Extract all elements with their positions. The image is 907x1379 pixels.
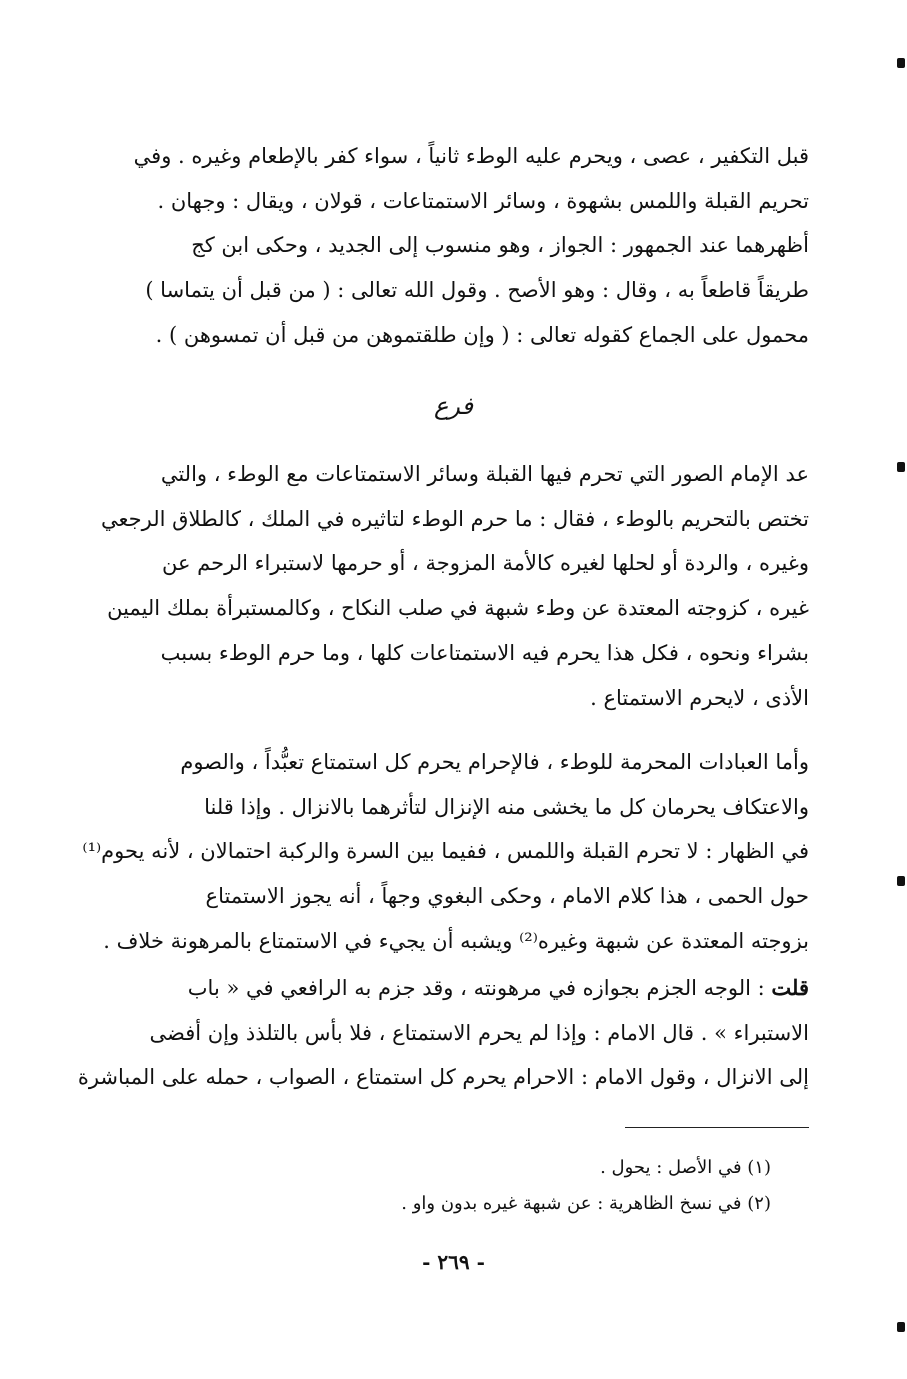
text-line: تختص بالتحريم بالوطء ، فقال : ما حرم الوطء لتاثيره في الملك ، كالطلاق الرجعي bbox=[101, 506, 809, 531]
paragraph-1 bbox=[97, 134, 809, 358]
paragraph-3 bbox=[82, 740, 809, 964]
section-heading: فرع bbox=[433, 392, 474, 420]
text-line: قبل التكفير ، عصى ، ويحرم عليه الوطء ثانياً ، سواء كفر بالإطعام وغيره . وفي bbox=[133, 144, 809, 168]
text-line: عد الإمام الصور التي تحرم فيها القبلة وسائر الاستمتاعات مع الوطء ، والتي bbox=[160, 462, 809, 486]
text-line: والاعتكاف يحرمان كل ما يخشى منه الإنزال لتأثرهما بالانزال . وإذا قلنا bbox=[204, 794, 809, 819]
text-line: الاستبراء » . قال الامام : وإذا لم يحرم الاستمتاع ، فلا بأس بالتلذذ وإن أفضى bbox=[149, 1020, 809, 1045]
text-line: وأما العبادات المحرمة للوطء ، فالإحرام يحرم كل استمتاع تعبُّداً ، والصوم bbox=[180, 750, 809, 774]
footnote: (٢) في نسخ الظاهرية : عن شبهة غيره بدون واو . bbox=[401, 1193, 771, 1214]
margin-mark bbox=[897, 58, 905, 68]
margin-mark bbox=[897, 462, 905, 472]
margin-mark bbox=[897, 1322, 905, 1332]
text-line bbox=[97, 966, 809, 1011]
text-line: محمول على الجماع كقوله تعالى : ( وإن طلقتموهن من قبل أن تمسوهن ) . bbox=[155, 322, 809, 347]
paragraph-2 bbox=[97, 452, 809, 720]
text-line: بزوجته المعتدة عن شبهة وغيره⁽²⁾ ويشبه أن يجيء في الاستمتاع بالمرهونة خلاف . bbox=[103, 928, 809, 953]
footnotes bbox=[131, 1150, 771, 1222]
paragraph-4 bbox=[77, 966, 809, 1100]
text-line: الأذى ، لايحرم الاستمتاع . bbox=[590, 685, 809, 710]
text-line: وغيره ، والردة أو لحلها لغيره كالأمة المزوجة ، أو حرمها لاستبراء الرحم عن bbox=[161, 551, 809, 576]
margin-mark bbox=[897, 876, 905, 886]
text-line: أظهرهما عند الجمهور : الجواز ، وهو منسوب إلى الجديد ، وحكى ابن كج bbox=[191, 233, 809, 258]
qultu-lead: قلت bbox=[771, 975, 809, 1000]
text-line: تحريم القبلة واللمس بشهوة ، وسائر الاستمتاعات ، قولان ، ويقال : وجهان . bbox=[157, 188, 809, 213]
page-number: - ٢٦٩ - bbox=[422, 1250, 485, 1274]
text-line: بشراء ونحوه ، فكل هذا يحرم فيه الاستمتاعات كلها ، وما حرم الوطء بسبب bbox=[160, 640, 809, 665]
text-line: في الظهار : لا تحرم القبلة واللمس ، ففيما بين السرة والركبة احتمالان ، لأنه يحوم⁽¹⁾ bbox=[82, 839, 809, 864]
footnote: (١) في الأصل : يحول . bbox=[600, 1157, 771, 1178]
text-span: : الوجه الجزم بجوازه في مرهونته ، وقد جزم به الرافعي في « باب bbox=[187, 976, 772, 1000]
text-line: طريقاً قاطعاً به ، وقال : وهو الأصح . وقول الله تعالى : ( من قبل أن يتماسا ) bbox=[145, 278, 809, 303]
text-line: حول الحمى ، هذا كلام الامام ، وحكى البغوي وجهاً ، أنه يجوز الاستمتاع bbox=[205, 884, 809, 909]
text-line: إلى الانزال ، وقول الامام : الاحرام يحرم كل استمتاع ، الصواب ، حمله على المباشرة bbox=[77, 1065, 809, 1090]
footnote-divider bbox=[625, 1127, 809, 1128]
text-line: غيره ، كزوجته المعتدة عن وطء شبهة في صلب النكاح ، وكالمستبرأة بملك اليمين bbox=[107, 596, 809, 621]
